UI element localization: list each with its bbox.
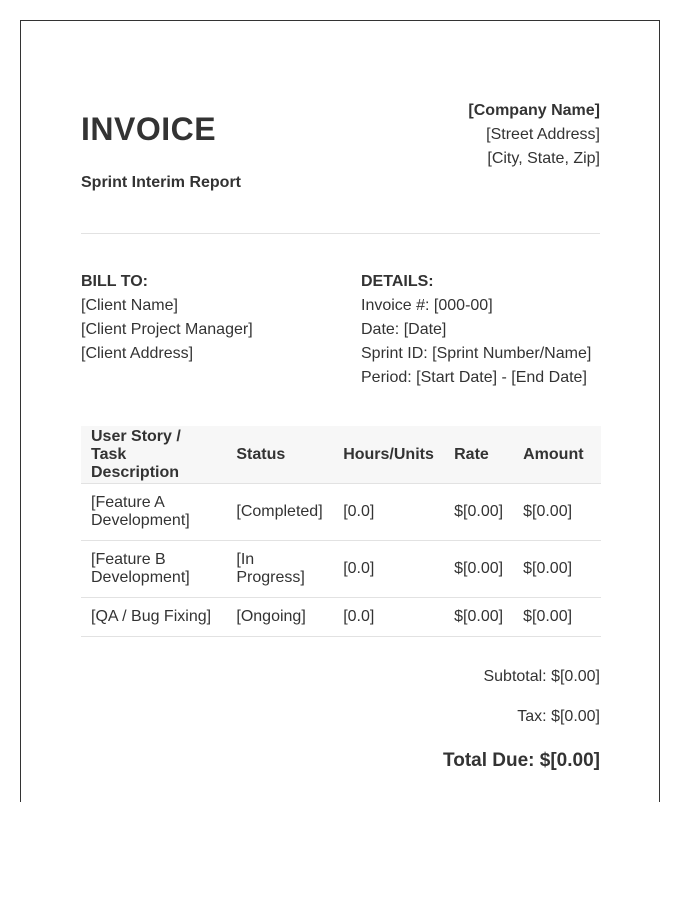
sprint-id: Sprint ID: [Sprint Number/Name] bbox=[361, 345, 592, 362]
client-name: [Client Name] bbox=[81, 297, 178, 314]
row-rate: $[0.00] bbox=[444, 484, 513, 541]
table-row bbox=[81, 484, 601, 541]
row-description: [Feature B Development] bbox=[81, 541, 226, 598]
company-name: [Company Name] bbox=[468, 102, 600, 119]
row-status: [Ongoing] bbox=[226, 598, 333, 637]
header-divider bbox=[81, 233, 600, 234]
column-header-hours: Hours/Units bbox=[333, 426, 444, 484]
company-city-state-zip: [City, State, Zip] bbox=[487, 150, 600, 167]
line-items-table bbox=[81, 426, 601, 637]
row-description: [Feature A Development] bbox=[81, 484, 226, 541]
row-amount: $[0.00] bbox=[513, 598, 601, 637]
row-amount: $[0.00] bbox=[513, 484, 601, 541]
client-address: [Client Address] bbox=[81, 345, 194, 362]
row-rate: $[0.00] bbox=[444, 541, 513, 598]
invoice-document bbox=[20, 20, 660, 802]
row-description: [QA / Bug Fixing] bbox=[81, 598, 226, 637]
tax: Tax: $[0.00] bbox=[517, 708, 600, 725]
column-header-amount: Amount bbox=[513, 426, 601, 484]
row-amount: $[0.00] bbox=[513, 541, 601, 598]
column-header-rate: Rate bbox=[444, 426, 513, 484]
row-hours: [0.0] bbox=[333, 598, 444, 637]
bill-to-heading: BILL TO: bbox=[81, 273, 148, 290]
company-info bbox=[468, 99, 600, 171]
column-header-description: User Story / Task Description bbox=[81, 426, 226, 484]
table-header-row bbox=[81, 426, 601, 484]
column-header-status: Status bbox=[226, 426, 333, 484]
details-block bbox=[361, 270, 591, 390]
invoice-title: INVOICE bbox=[81, 111, 217, 147]
invoice-header bbox=[81, 99, 600, 239]
company-street: [Street Address] bbox=[486, 126, 600, 143]
row-hours: [0.0] bbox=[333, 484, 444, 541]
invoice-subtitle: Sprint Interim Report bbox=[81, 174, 242, 191]
billing-period: Period: [Start Date] - [End Date] bbox=[361, 369, 587, 386]
row-hours: [0.0] bbox=[333, 541, 444, 598]
total-due: Total Due: $[0.00] bbox=[443, 750, 600, 771]
row-status: [Completed] bbox=[226, 484, 333, 541]
bill-to-block bbox=[81, 270, 253, 366]
details-heading: DETAILS: bbox=[361, 273, 434, 290]
row-status: [In Progress] bbox=[226, 541, 333, 598]
invoice-number: Invoice #: [000-00] bbox=[361, 297, 493, 314]
totals-section bbox=[443, 667, 600, 791]
subtotal: Subtotal: $[0.00] bbox=[483, 668, 600, 685]
table-row bbox=[81, 541, 601, 598]
client-project-manager: [Client Project Manager] bbox=[81, 321, 253, 338]
row-rate: $[0.00] bbox=[444, 598, 513, 637]
table-row bbox=[81, 598, 601, 637]
invoice-date: Date: [Date] bbox=[361, 321, 447, 338]
